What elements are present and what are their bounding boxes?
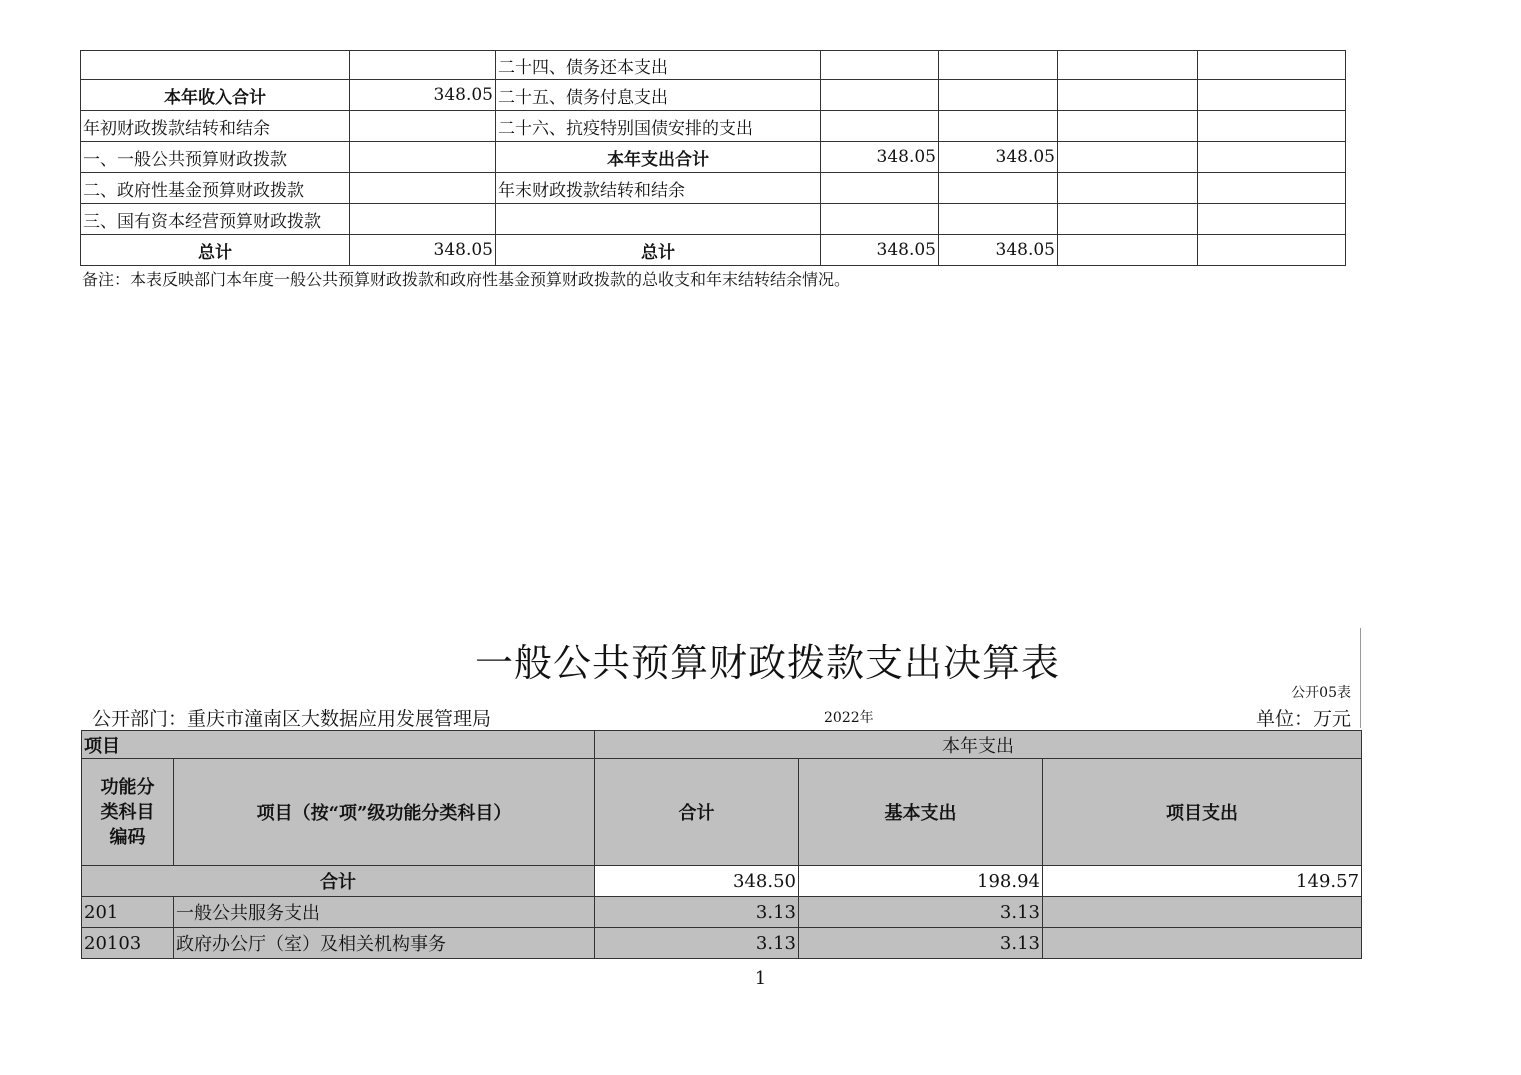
page-number: 1 <box>754 968 767 989</box>
cell <box>939 80 1058 111</box>
code-cell: 201 <box>82 897 174 928</box>
cell: 总计 <box>496 235 821 266</box>
basic-value: 198.94 <box>799 866 1043 897</box>
cell <box>821 80 939 111</box>
cell: 总计 <box>81 235 350 266</box>
cell <box>1058 204 1198 235</box>
total-label: 合计 <box>82 866 595 897</box>
cell <box>1058 235 1198 266</box>
header-code-line: 类科目 <box>100 801 155 823</box>
cell <box>350 111 496 142</box>
cell <box>350 204 496 235</box>
header-code <box>82 759 174 866</box>
header-total: 合计 <box>595 759 799 866</box>
cell: 一、一般公共预算财政拨款 <box>81 142 350 173</box>
cell: 本年收入合计 <box>81 80 350 111</box>
department-label: 公开部门：重庆市潼南区大数据应用发展管理局 <box>92 708 492 730</box>
cell <box>821 204 939 235</box>
cell: 348.05 <box>821 235 939 266</box>
basic-value: 3.13 <box>799 928 1043 959</box>
header-code-line: 功能分 <box>100 776 155 798</box>
cell <box>1058 142 1198 173</box>
cell: 二十五、债务付息支出 <box>496 80 821 111</box>
cell <box>350 173 496 204</box>
cell <box>821 173 939 204</box>
cell: 348.05 <box>350 235 496 266</box>
cell: 年初财政拨款结转和结余 <box>81 111 350 142</box>
total-value: 348.50 <box>595 866 799 897</box>
header-row <box>82 731 1362 759</box>
header-project-name: 项目（按“项”级功能分类科目） <box>174 759 595 866</box>
cell <box>350 142 496 173</box>
cell: 348.05 <box>350 80 496 111</box>
header-basic: 基本支出 <box>799 759 1043 866</box>
table-row <box>81 173 1346 204</box>
cell <box>1198 204 1346 235</box>
header-project-expense: 项目支出 <box>1043 759 1362 866</box>
cell: 二十四、债务还本支出 <box>496 51 821 80</box>
expenditure-table <box>81 730 1362 959</box>
table-row <box>82 928 1362 959</box>
table-note: 备注：本表反映部门本年度一般公共预算财政拨款和政府性基金预算财政拨款的总收支和年末结转结余情况。 <box>82 270 851 289</box>
cell <box>1198 235 1346 266</box>
cell <box>821 51 939 80</box>
cell <box>1198 80 1346 111</box>
code-cell: 20103 <box>82 928 174 959</box>
basic-value: 3.13 <box>799 897 1043 928</box>
cell: 348.05 <box>939 235 1058 266</box>
cell <box>939 173 1058 204</box>
header-current-year: 本年支出 <box>595 731 1362 759</box>
cell <box>1198 173 1346 204</box>
cell: 二、政府性基金预算财政拨款 <box>81 173 350 204</box>
project-value <box>1043 897 1362 928</box>
table-row <box>81 80 1346 111</box>
cell <box>81 51 350 80</box>
cell: 年末财政拨款结转和结余 <box>496 173 821 204</box>
header-project: 项目 <box>82 731 595 759</box>
table-row <box>81 235 1346 266</box>
cell <box>939 204 1058 235</box>
cell: 三、国有资本经营预算财政拨款 <box>81 204 350 235</box>
cell <box>1198 111 1346 142</box>
total-value: 3.13 <box>595 897 799 928</box>
table-row <box>81 51 1346 80</box>
cell <box>939 51 1058 80</box>
cell <box>1058 173 1198 204</box>
cell: 二十六、抗疫特别国债安排的支出 <box>496 111 821 142</box>
total-value: 3.13 <box>595 928 799 959</box>
page-title: 一般公共预算财政拨款支出决算表 <box>474 641 1060 685</box>
header-code-line: 编码 <box>109 826 146 848</box>
cell <box>496 204 821 235</box>
unit-label: 单位：万元 <box>1255 708 1351 730</box>
cell: 本年支出合计 <box>496 142 821 173</box>
cell: 348.05 <box>939 142 1058 173</box>
table-row <box>81 204 1346 235</box>
form-number: 公开05表 <box>1291 685 1351 701</box>
table-row <box>81 142 1346 173</box>
cell <box>1058 80 1198 111</box>
cell <box>821 111 939 142</box>
top-finance-table <box>80 50 1346 266</box>
total-row <box>82 866 1362 897</box>
year-label: 2022年 <box>824 710 874 726</box>
table-row <box>82 897 1362 928</box>
cell <box>1198 51 1346 80</box>
table-row <box>81 111 1346 142</box>
name-cell: 政府办公厅（室）及相关机构事务 <box>174 928 595 959</box>
cell <box>1198 142 1346 173</box>
cell <box>1058 51 1198 80</box>
cell: 348.05 <box>821 142 939 173</box>
project-value <box>1043 928 1362 959</box>
cell <box>939 111 1058 142</box>
project-value: 149.57 <box>1043 866 1362 897</box>
name-cell: 一般公共服务支出 <box>174 897 595 928</box>
cell <box>1058 111 1198 142</box>
cell <box>350 51 496 80</box>
header-row <box>82 759 1362 866</box>
